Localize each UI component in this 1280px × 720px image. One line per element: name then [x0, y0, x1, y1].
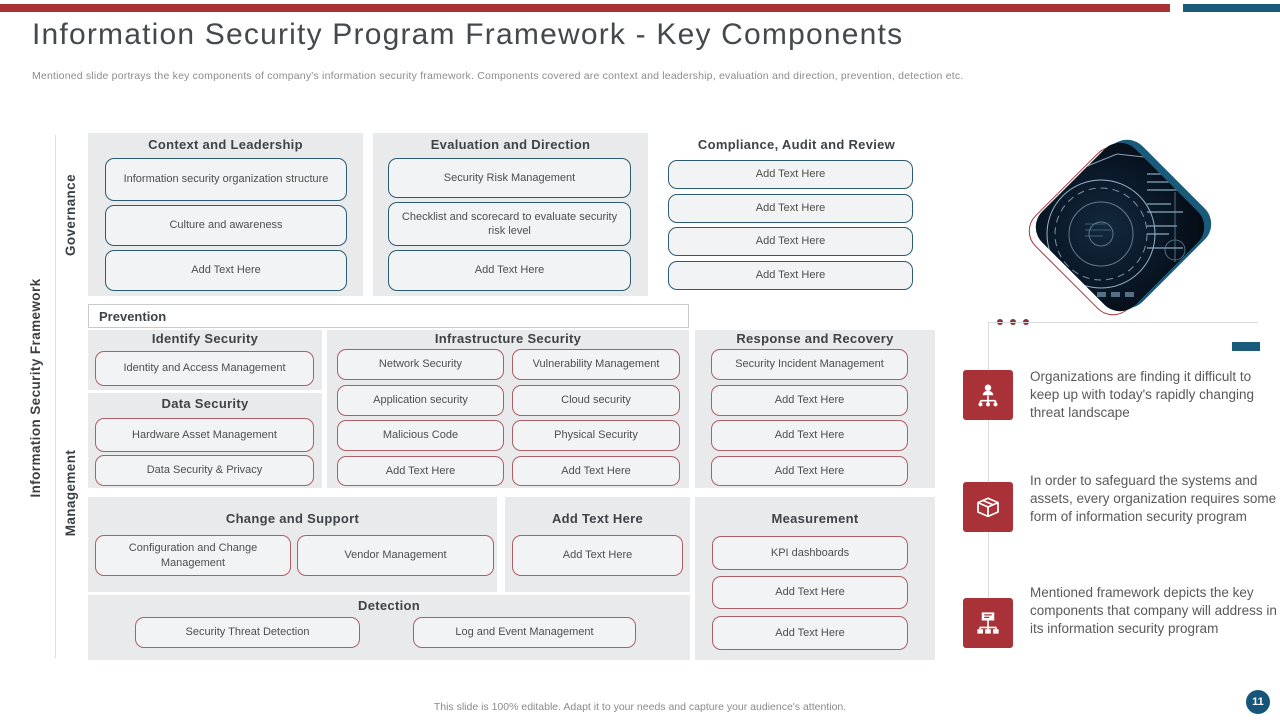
connector-horizontal-line	[988, 322, 1258, 323]
diagram-box: Vulnerability Management	[512, 349, 680, 380]
management-side-label: Management	[63, 449, 78, 537]
section-title-identify-security: Identify Security	[151, 331, 259, 346]
diagram-box: Add Text Here	[711, 456, 908, 486]
diagram-box: Add Text Here	[712, 576, 908, 609]
diagram-box: Log and Event Management	[413, 617, 636, 648]
section-title-context-leadership: Context and Leadership	[148, 137, 303, 152]
section-title-compliance-audit-review: Compliance, Audit and Review	[697, 137, 896, 152]
diagram-box: Physical Security	[512, 420, 680, 451]
diagram-box: Cloud security	[512, 385, 680, 416]
diagram-box: Add Text Here	[388, 250, 631, 291]
top-accent-bar-red	[0, 4, 1170, 12]
note-text: In order to safeguard the systems and assets, every organization requires some form of information security program	[1030, 473, 1277, 524]
diagram-box: Information security organization structure	[105, 158, 347, 201]
org-hierarchy-icon	[963, 370, 1013, 420]
governance-side-label: Governance	[63, 173, 78, 257]
diagram-box: Add Text Here	[668, 160, 913, 189]
diagram-box: Add Text Here	[711, 385, 908, 416]
diagram-box: Add Text Here	[668, 261, 913, 290]
diagram-box: Configuration and Change Management	[95, 535, 291, 576]
diagram-box: Security Risk Management	[388, 158, 631, 198]
diagram-box: Application security	[337, 385, 504, 416]
section-title-add-text: Add Text Here	[551, 511, 644, 526]
diagram-box: Hardware Asset Management	[95, 418, 314, 452]
section-title-infrastructure-security: Infrastructure Security	[434, 331, 582, 346]
diagram-box: Identity and Access Management	[95, 351, 314, 386]
diagram-box: Add Text Here	[337, 456, 504, 486]
section-title-detection: Detection	[358, 598, 420, 613]
page-number-badge: 11	[1246, 690, 1270, 714]
section-title-data-security: Data Security	[161, 396, 249, 411]
diagram-box: Add Text Here	[105, 250, 347, 291]
diagram-box: Security Threat Detection	[135, 617, 360, 648]
page-subtitle: Mentioned slide portrays the key components of company's information security framework. Components covered are context and leadership, evaluation and direction, prevention, detection etc.	[32, 70, 964, 82]
diagram-box: Culture and awareness	[105, 205, 347, 246]
diagram-box: Data Security & Privacy	[95, 455, 314, 486]
page-title: Information Security Program Framework - Key Components	[32, 18, 904, 51]
note-text: Organizations are finding it difficult to keep up with today's rapidly changing threat landscape	[1030, 369, 1254, 420]
diagram-box: Checklist and scorecard to evaluate security risk level	[388, 202, 631, 246]
diagram-box: Vendor Management	[297, 535, 494, 576]
sitemap-icon	[963, 598, 1013, 648]
top-accent-bar-teal	[1183, 4, 1280, 12]
diagram-box: Network Security	[337, 349, 504, 380]
footer-note: This slide is 100% editable. Adapt it to your needs and capture your audience's attention.	[433, 701, 847, 713]
section-title-measurement: Measurement	[771, 511, 859, 526]
note-text: Mentioned framework depicts the key components that company will address in its information security program	[1030, 585, 1277, 636]
diagram-box: KPI dashboards	[712, 536, 908, 570]
diagram-box: Security Incident Management	[711, 349, 908, 380]
diagram-box: Add Text Here	[512, 456, 680, 486]
section-title-evaluation-direction: Evaluation and Direction	[430, 137, 591, 152]
section-title-change-support: Change and Support	[225, 511, 360, 526]
package-icon	[963, 482, 1013, 532]
tech-blueprint-graphics	[1027, 134, 1214, 321]
prevention-header-box	[88, 304, 689, 328]
tech-blueprint-image	[1027, 134, 1214, 321]
side-divider-line	[55, 135, 56, 658]
connector-vertical-line	[988, 322, 989, 620]
teal-dash-accent	[1232, 342, 1260, 351]
diagram-box: Add Text Here	[668, 194, 913, 223]
framework-side-label: Information Security Framework	[28, 278, 43, 498]
diagram-box: Add Text Here	[512, 535, 683, 576]
prevention-label: Prevention	[99, 308, 167, 324]
section-title-response-recovery: Response and Recovery	[736, 331, 894, 346]
diagram-box: Add Text Here	[712, 616, 908, 650]
diagram-box: Add Text Here	[711, 420, 908, 451]
diagram-box: Malicious Code	[337, 420, 504, 451]
diagram-box: Add Text Here	[668, 227, 913, 256]
